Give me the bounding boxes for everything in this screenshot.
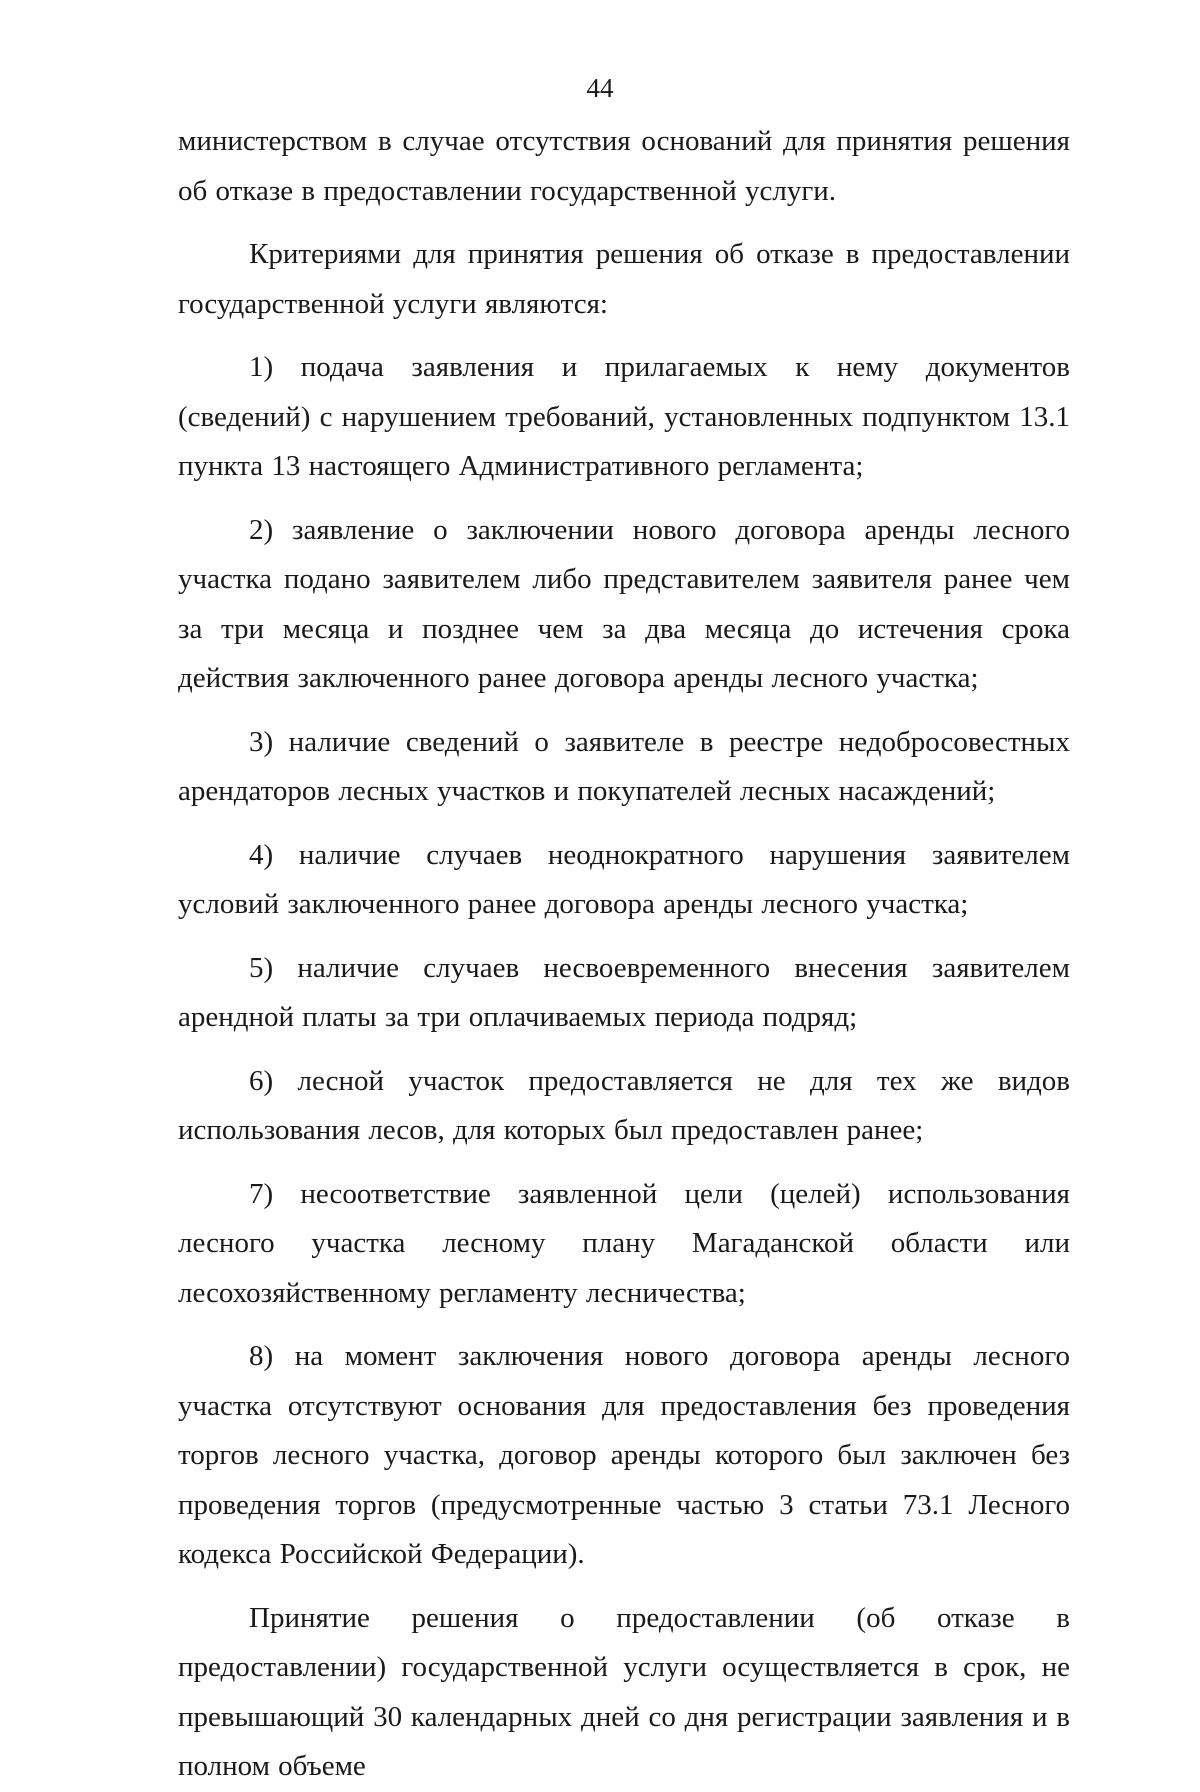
paragraph-criterion-1: 1) подача заявления и прилагаемых к нему документов (сведений) с нарушением требований, установленных подпунктом 13.1 пункта 13 настоящего Административного регламента;: [178, 351, 1070, 482]
page-number: 44: [586, 73, 614, 103]
paragraph-criterion-8: 8) на момент заключения нового договора аренды лесного участка отсутствуют основания для предоставления без проведения торгов лесного участка, договор аренды которого был заключен без проведения торгов (предусмотренные частью 3 статьи 73.1 Лесного кодекса Российской Федерации).: [178, 1340, 1070, 1570]
paragraph-criterion-3: 3) наличие сведений о заявителе в реестре недобросовестных арендаторов лесных участков и покупателей лесных насаждений;: [178, 725, 1070, 807]
paragraph-criteria-intro: Критериями для принятия решения об отказе в предоставлении государственной услуги являются:: [178, 238, 1070, 320]
paragraph-criterion-6: 6) лесной участок предоставляется не для тех же видов использования лесов, для которых был предоставлен ранее;: [178, 1064, 1070, 1146]
paragraph-criterion-7: 7) несоответствие заявленной цели (целей) использования лесного участка лесному плану Магаданской области или лесохозяйственному регламенту лесничества;: [178, 1177, 1070, 1309]
paragraph-continuation: министерством в случае отсутствия оснований для принятия решения об отказе в предоставлении государственной услуги.: [178, 125, 1070, 207]
paragraph-criterion-5: 5) наличие случаев несвоевременного внесения заявителем арендной платы за три оплачиваемых периода подряд;: [178, 951, 1070, 1033]
paragraph-criterion-4: 4) наличие случаев неоднократного нарушения заявителем условий заключенного ранее договора аренды лесного участка;: [178, 838, 1070, 920]
paragraph-criterion-2: 2) заявление о заключении нового договора аренды лесного участка подано заявителем либо представителем заявителя ранее чем за три месяца и позднее чем за два месяца до истечения срока действия заключенного ранее договора аренды лесного участка;: [178, 513, 1070, 694]
document-body: [178, 117, 1070, 1792]
paragraph-decision-timing: Принятие решения о предоставлении (об отказе в предоставлении) государственной услуги осуществляется в срок, не превышающий 30 календарных дней со дня регистрации заявления и в полном объеме: [178, 1601, 1070, 1782]
